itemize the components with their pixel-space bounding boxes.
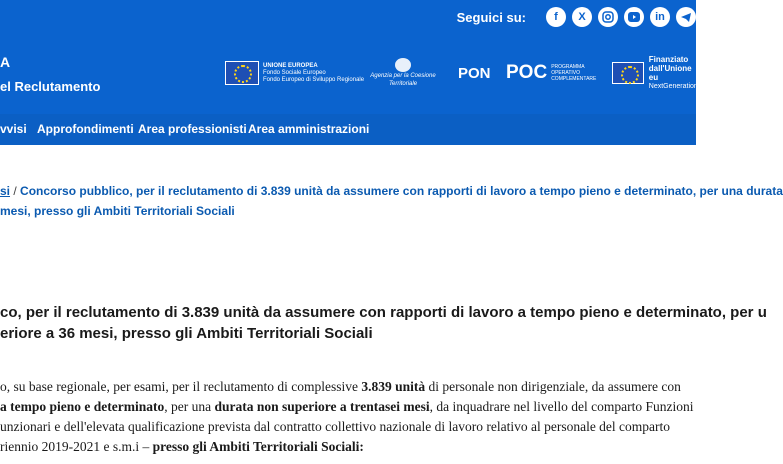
body-text: o, su base regionale, per esami, per il reclutamento di complessive <box>0 379 362 394</box>
nextgen-line3: NextGenerationE <box>648 82 703 90</box>
body-text: unzionari e dell'elevata qualificazione prevista dal contratto collettivo nazionale di lavoro relativo al personale del comparto <box>0 419 671 434</box>
poc-logo <box>506 58 596 88</box>
social-bar <box>457 7 696 27</box>
breadcrumb <box>0 181 783 221</box>
nav-item-approfondimenti[interactable]: Approfondimenti <box>37 122 134 136</box>
body-bold: a tempo pieno e determinato <box>0 399 165 414</box>
nav-item-area-amministrazioni[interactable]: Area amministrazioni <box>248 122 370 136</box>
main-nav <box>0 114 696 145</box>
x-icon[interactable]: X <box>572 7 592 27</box>
logo-strip <box>0 54 703 90</box>
youtube-icon[interactable] <box>624 7 644 27</box>
agency-text: Agenzia per la Coesione Territoriale <box>370 73 436 87</box>
brand-initial: A <box>0 54 11 70</box>
breadcrumb-current-line1: Concorso pubblico, per il reclutamento di 3.839 unità da assumere con rapporti di lavoro a tempo pieno e determinato, per una durata <box>20 184 783 198</box>
pon-text: PON <box>458 64 491 82</box>
eu-title: UNIONE EUROPEA <box>263 62 318 69</box>
linkedin-icon[interactable]: in <box>650 7 670 27</box>
eu-flag-icon <box>612 62 644 84</box>
body-text: di personale non dirigenziale, da assumere con <box>425 379 681 394</box>
eu-line1: Fondo Sociale Europeo <box>263 69 326 76</box>
poc-line2: OPERATIVO <box>551 70 580 76</box>
nextgen-line1: Finanziato <box>648 54 689 64</box>
brand-name[interactable]: el Reclutamento <box>0 79 101 94</box>
nextgen-logo <box>612 54 703 90</box>
nav-item-area-professionisti[interactable]: Area professionisti <box>138 122 247 136</box>
agency-logo <box>358 58 448 88</box>
social-label: Seguici su: <box>456 9 526 25</box>
instagram-icon[interactable] <box>598 7 618 27</box>
nav-item-avvisi[interactable]: vvisi <box>0 122 27 136</box>
pon-logo <box>458 58 491 88</box>
body-text: , per una <box>164 399 215 414</box>
telegram-icon[interactable] <box>676 7 696 27</box>
nextgen-line2: dall'Unione eu <box>648 63 692 82</box>
body-bold: presso gli Ambiti Territoriali Sociali: <box>152 439 364 454</box>
site-header <box>0 0 703 114</box>
article-body <box>0 377 696 457</box>
poc-text: POC <box>506 62 548 83</box>
facebook-icon[interactable]: f <box>546 7 566 27</box>
breadcrumb-separator: / <box>13 184 17 198</box>
body-bold: 3.839 unità <box>361 379 426 394</box>
poc-line3: COMPLEMENTARE <box>551 76 597 82</box>
page-title-line1: co, per il reclutamento di 3.839 unità da assumere con rapporti di lavoro a tempo pieno e determinato, per u <box>0 304 767 321</box>
body-text: riennio 2019-2021 e s.m.i – <box>0 439 153 454</box>
body-text: , da inquadrare nel livello del comparto Funzioni <box>429 399 694 414</box>
poc-line1: PROGRAMMA <box>551 64 585 70</box>
eu-line2: Fondo Europeo di Sviluppo Regionale <box>263 76 365 83</box>
eu-esf-logo <box>225 58 364 88</box>
body-bold: durata non superiore a trentasei mesi <box>214 399 430 414</box>
page-title <box>0 302 767 344</box>
eu-flag-icon <box>225 61 259 85</box>
breadcrumb-prev-link[interactable]: si <box>0 184 11 198</box>
republic-emblem-icon <box>395 58 411 72</box>
page-title-line2: eriore a 36 mesi, presso gli Ambiti Territoriali Sociali <box>0 325 373 342</box>
breadcrumb-current-line2: mesi, presso gli Ambiti Territoriali Sociali <box>0 204 235 218</box>
